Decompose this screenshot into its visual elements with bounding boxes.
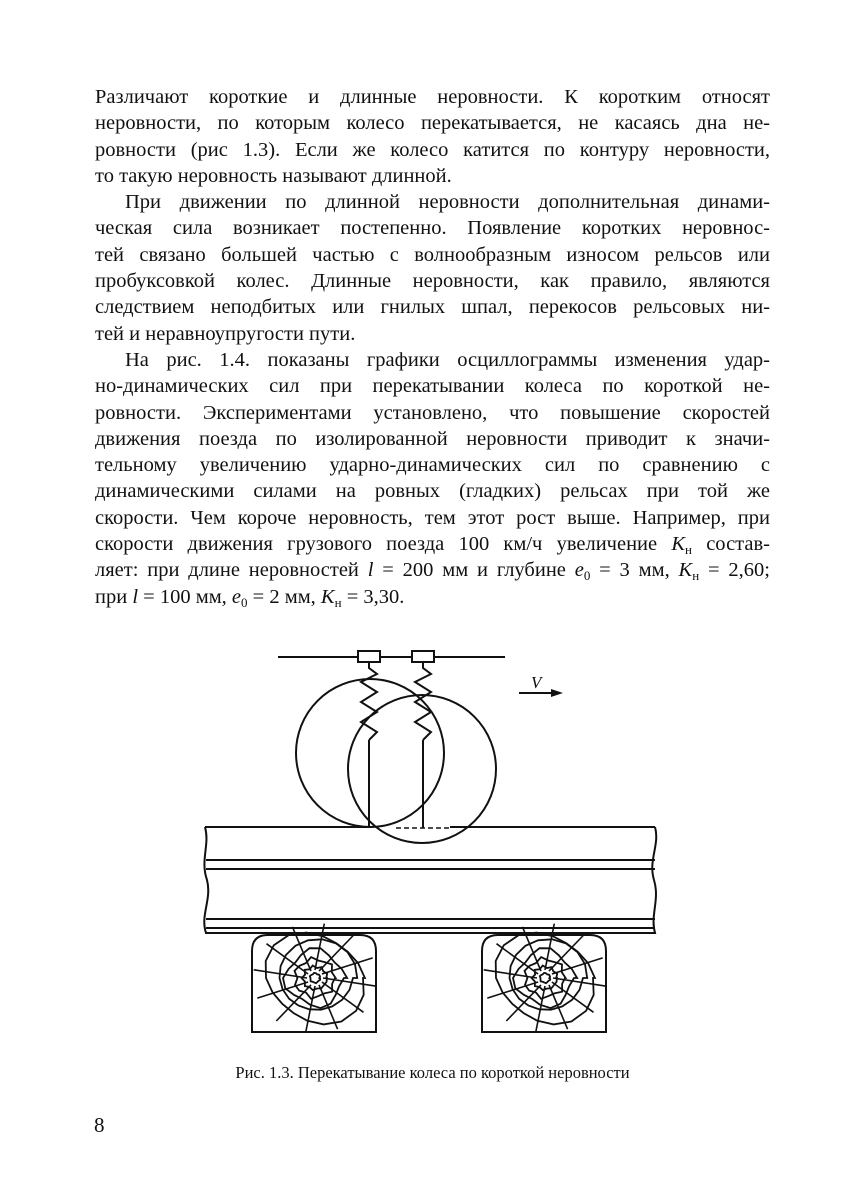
subscript: н <box>685 542 692 558</box>
figure-caption: Рис. 1.3. Перекатывание колеса по короткой неровности <box>235 1063 630 1082</box>
text-line: но-динамических сил при перекатывании колеса по короткой не- <box>95 375 770 398</box>
subscript: н <box>334 594 342 610</box>
text-segment: = 100 мм, <box>138 585 232 608</box>
subscript: н <box>692 568 700 584</box>
text-line: тельному увеличению ударно-динамических сил по сравнению с <box>95 454 770 477</box>
text-line: тей связано большей частью с волнообразным износом рельсов или <box>95 243 770 266</box>
text-line: пробуксовкой колес. Длинные неровности, как правило, являются <box>95 270 770 293</box>
text-segment: = 3 мм, <box>590 559 679 582</box>
velocity-label: V <box>531 673 542 692</box>
text-line: ровности (рис 1.3). Если же колесо катится по контуру неровности, <box>95 138 770 161</box>
growth-ring <box>513 948 577 1008</box>
growth-ring <box>283 948 347 1008</box>
text-segment: = 200 мм и глубине <box>373 559 575 582</box>
subscript: 0 <box>241 594 248 610</box>
wood-crack <box>315 924 324 970</box>
symbol-k: K <box>671 533 686 556</box>
text-segment: = 2 мм, <box>247 585 321 608</box>
axlebox-1 <box>358 651 380 662</box>
text-line: то такую неровность называют длинной. <box>95 164 452 187</box>
symbol-k: K <box>678 559 693 582</box>
spring-1 <box>361 662 377 740</box>
text-line: тей и неравноупругости пути. <box>95 322 356 345</box>
growth-ring <box>540 973 550 983</box>
symbol-l: l <box>367 559 374 582</box>
text-line: ческая сила возникает постепенно. Появление коротких неровнос- <box>95 217 770 240</box>
text-line: скорости. Чем короче неровность, тем этот рост выше. Например, при <box>95 506 770 529</box>
text-line: динамическими силами на ровных (гладких) рельсах при той же <box>95 480 770 503</box>
wood-crack <box>323 978 376 986</box>
symbol-e: e <box>231 585 242 608</box>
text-segment: при <box>95 585 133 608</box>
wood-crack <box>553 978 606 986</box>
symbol-e: e <box>574 559 584 582</box>
symbol-l: l <box>132 585 139 608</box>
text-line: движения поезда по изолированной неровности приводит к значи- <box>95 427 770 450</box>
text-line: На рис. 1.4. показаны графики осциллограммы изменения удар- <box>125 348 770 371</box>
growth-ring <box>266 933 365 1025</box>
text-segment: ляет: при длине неровностей <box>95 559 368 582</box>
growth-ring <box>496 933 595 1025</box>
symbol-k: K <box>320 585 335 608</box>
axlebox-2 <box>412 651 434 662</box>
text-line: ровности. Экспериментами установлено, что повышение скоростей <box>95 401 770 424</box>
page-number: 8 <box>94 1113 105 1137</box>
wood-crack <box>545 924 554 970</box>
subscript: 0 <box>583 568 591 584</box>
text-segment: скорости движения грузового поезда 100 км/ч увеличение <box>95 533 672 556</box>
text-segment: состав- <box>692 533 770 556</box>
text-line: При движении по длинной неровности дополнительная динами- <box>125 191 770 214</box>
sleeper-2 <box>482 924 606 1033</box>
text-line: следствием неподбитых или гнилых шпал, перекосов рельсовых ни- <box>95 296 770 319</box>
text-segment: = 2,60; <box>699 559 770 582</box>
growth-ring <box>310 973 320 983</box>
sleeper-1 <box>252 924 376 1033</box>
text-line: Различают короткие и длинные неровности. К коротким относят <box>95 86 770 108</box>
text-segment: = 3,30. <box>341 585 405 608</box>
arrow-head-icon <box>551 689 563 697</box>
text-line: неровности, по которым колесо перекатывается, не касаясь дна не- <box>95 112 770 135</box>
